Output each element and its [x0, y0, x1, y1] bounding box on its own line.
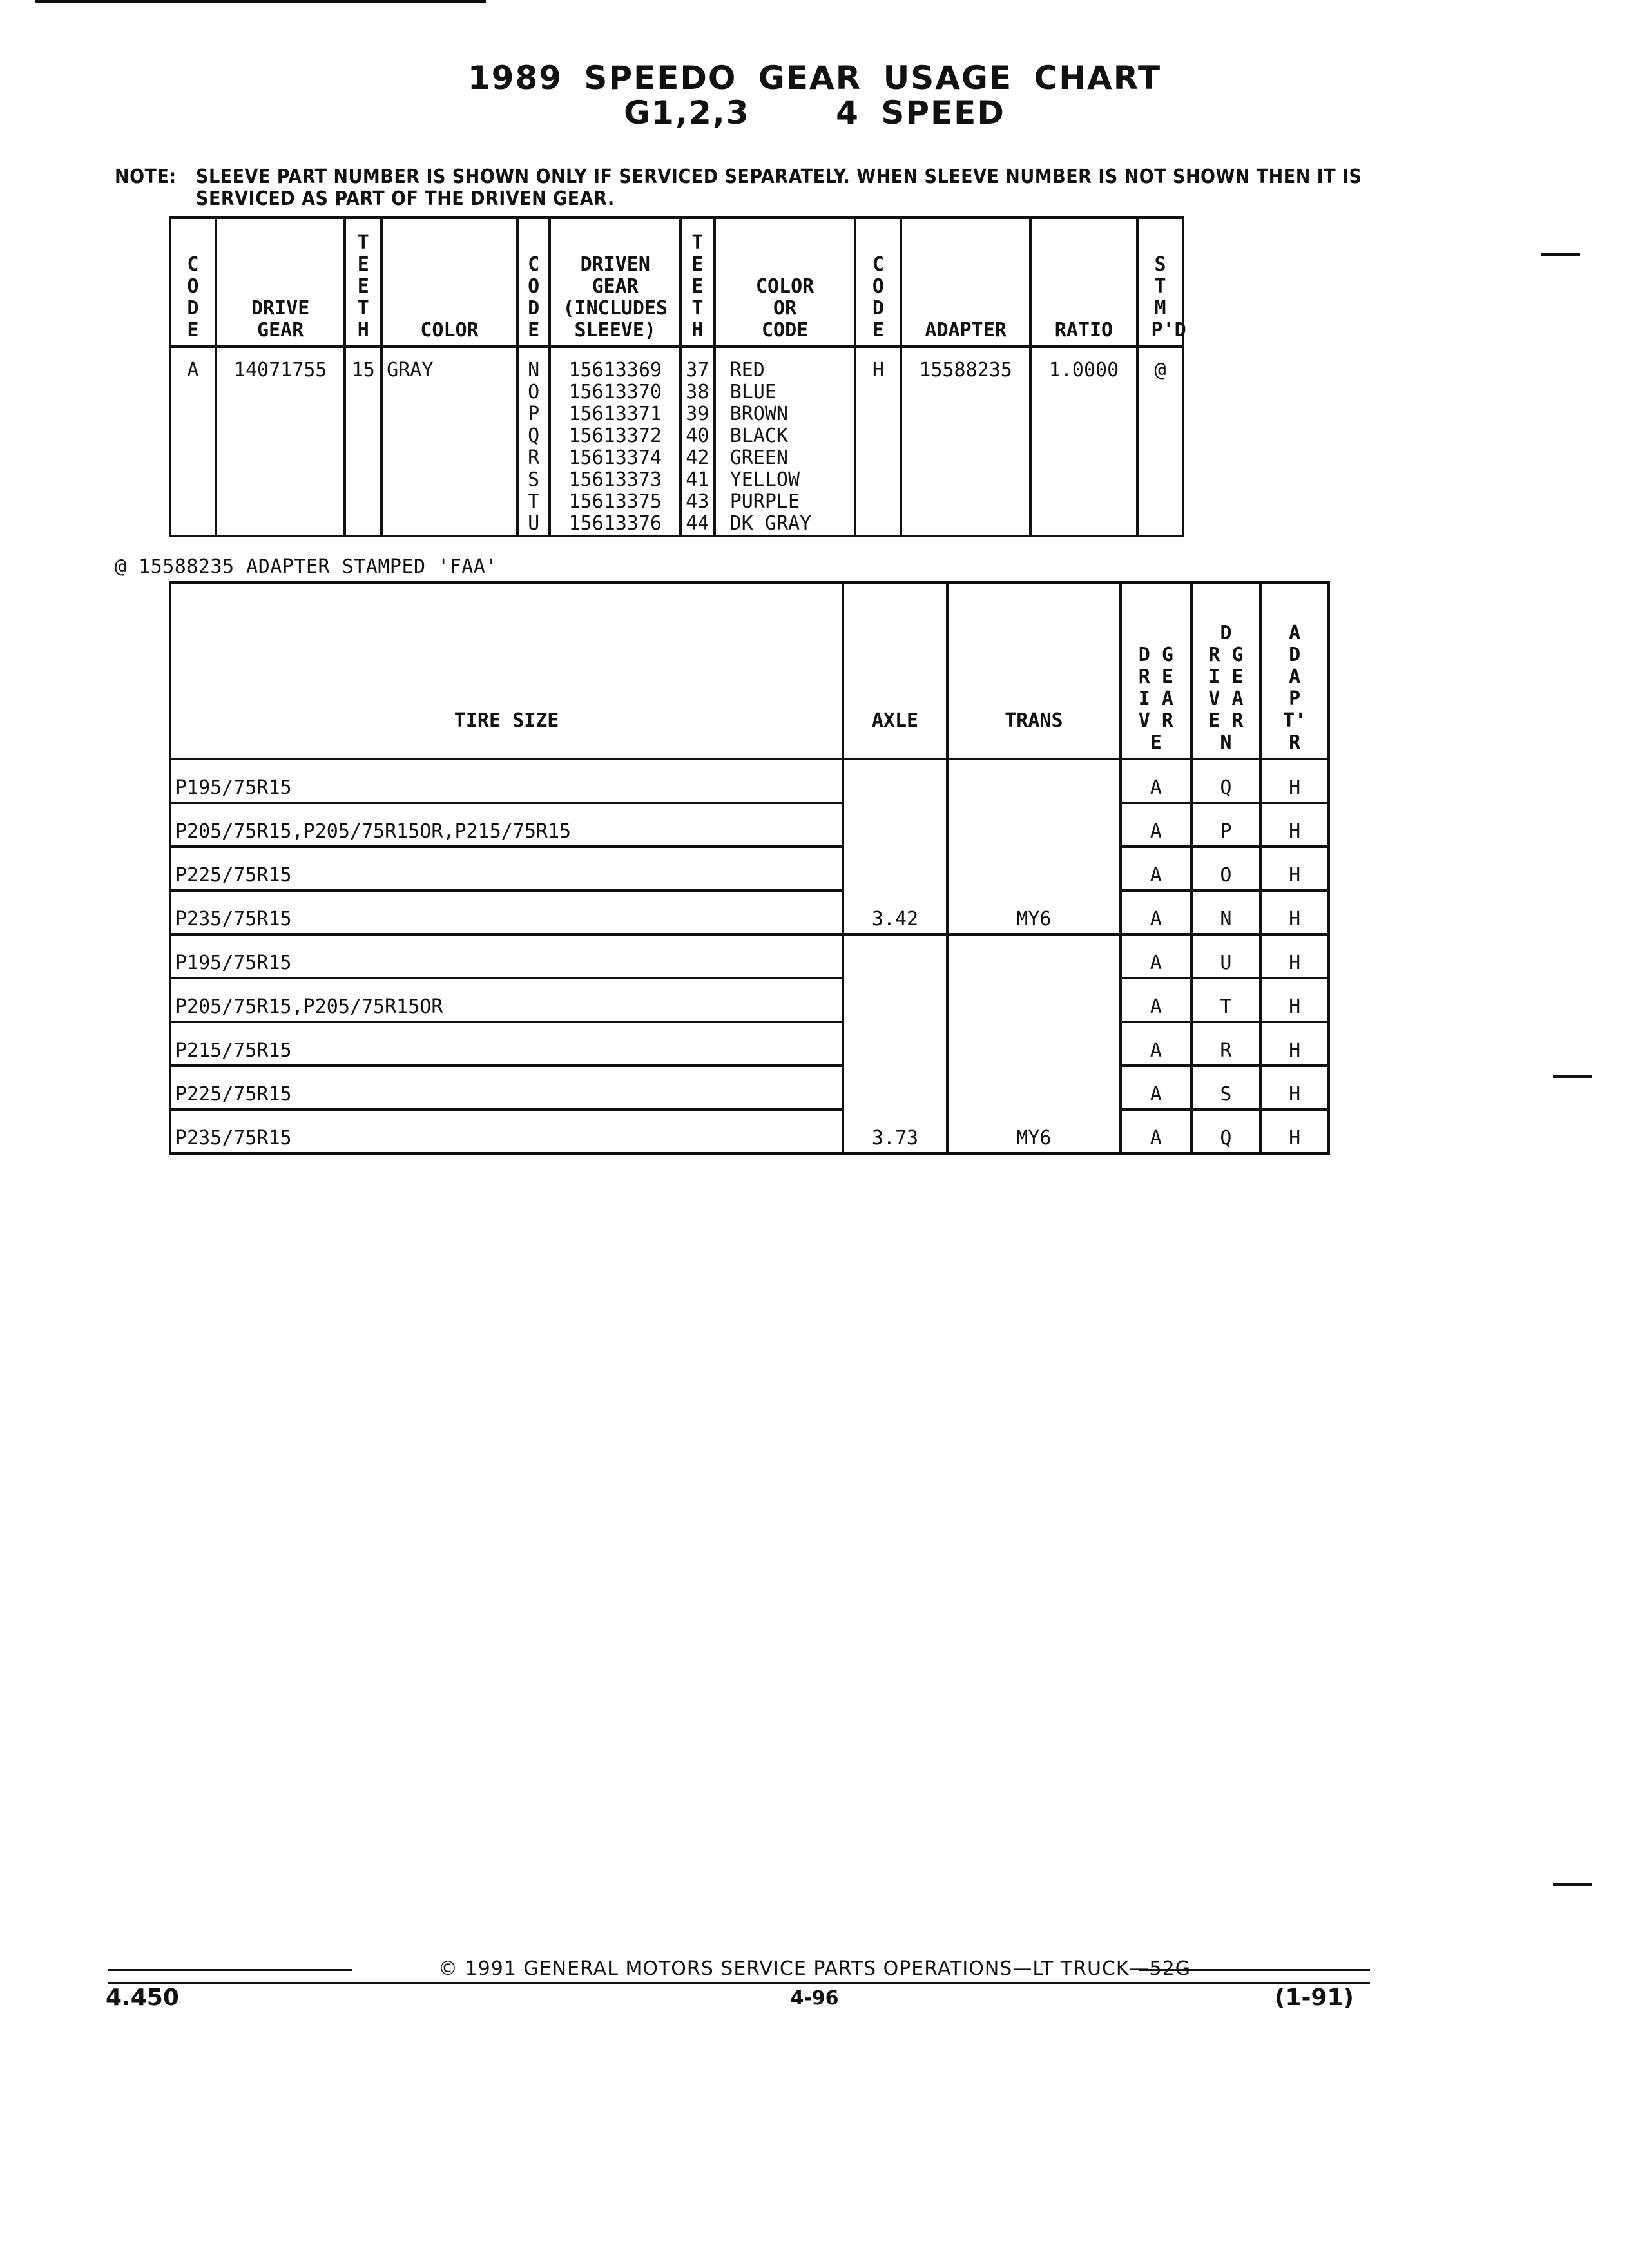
footer-section: 4.450	[106, 1984, 179, 2011]
top-rule	[35, 0, 486, 3]
cell-driven-gear-code: P	[1191, 803, 1261, 847]
cell-axle	[843, 978, 947, 1022]
footer-date: (1-91)	[1275, 1984, 1354, 2011]
cell-axle	[843, 759, 947, 803]
page-subtitle: G1,2,3 4 SPEED	[624, 94, 1005, 131]
header-drive-gear-code: D G R E I A V R E	[1121, 582, 1191, 759]
scan-mark	[1541, 253, 1580, 256]
cell-drive-gear-code: A	[1121, 759, 1191, 803]
note-text: SLEEVE PART NUMBER IS SHOWN ONLY IF SERVICED SEPARATELY. WHEN SLEEVE NUMBER IS NOT SHOWN THEN IT IS SERVICED AS PART OF THE DRIVEN GEAR.	[196, 166, 1362, 210]
cell-trans	[947, 1066, 1121, 1110]
footnote: @ 15588235 ADAPTER STAMPED 'FAA'	[115, 555, 497, 578]
cell-trans	[947, 978, 1121, 1022]
table-row	[170, 847, 1329, 890]
table-row	[170, 1022, 1329, 1066]
header-adapter: ADAPTER	[901, 218, 1030, 347]
header-teeth: TEETH	[345, 218, 381, 347]
cell-driven-gear-code: T	[1191, 978, 1261, 1022]
cell-trans	[947, 803, 1121, 847]
gear-table-row	[170, 347, 1183, 536]
cell-adapter-code: H	[1260, 847, 1329, 890]
cell-adapter-code: H	[1260, 759, 1329, 803]
cell-trans	[947, 1022, 1121, 1066]
header-trans: TRANS	[947, 582, 1121, 759]
tire-table-body	[170, 759, 1329, 1153]
cell-driven-gear-code: Q	[1191, 1110, 1261, 1153]
tire-table-header-row	[170, 582, 1329, 759]
cell-tire-size: P205/75R15,P205/75R15OR	[170, 978, 843, 1022]
gear-table	[169, 216, 1184, 537]
cell-adapter-code: H	[1260, 1110, 1329, 1153]
cell-axle: 3.42	[843, 890, 947, 934]
header-adapter-code: CODE	[855, 218, 901, 347]
header-axle: AXLE	[843, 582, 947, 759]
table-row	[170, 890, 1329, 934]
cell-axle: 3.73	[843, 1110, 947, 1153]
header-driven-gear: DRIVEN GEAR (INCLUDES SLEEVE)	[550, 218, 680, 347]
table-row	[170, 1110, 1329, 1153]
cell-driven-gear-code: Q	[1191, 759, 1261, 803]
cell-drive-gear-code: A	[1121, 934, 1191, 978]
cell-driven-gear-code: S	[1191, 1066, 1261, 1110]
cell-adapter-code: H	[1260, 978, 1329, 1022]
cell-tire-size: P235/75R15	[170, 1110, 843, 1153]
header-driven-gear-code: D R G I E V A E R N	[1191, 582, 1261, 759]
header-adapter-code: A D A P T' R	[1260, 582, 1329, 759]
cell-tire-size: P225/75R15	[170, 1066, 843, 1110]
header-ratio: RATIO	[1030, 218, 1137, 347]
header-color-code: COLOR OR CODE	[715, 218, 856, 347]
cell-axle	[843, 934, 947, 978]
cell-drive-gear: 14071755	[216, 347, 345, 536]
cell-adapter-code: H	[1260, 1022, 1329, 1066]
cell-adapter-code: H	[1260, 890, 1329, 934]
cell-drive-gear-code: A	[1121, 890, 1191, 934]
cell-driven-colors: RED BLUE BROWN BLACK GREEN YELLOW PURPLE DK GRAY	[715, 347, 856, 536]
cell-drive-gear-code: A	[1121, 1110, 1191, 1153]
header-driven-teeth: TEETH	[680, 218, 715, 347]
table-row	[170, 1066, 1329, 1110]
cell-axle	[843, 1066, 947, 1110]
cell-drive-gear-code: A	[1121, 847, 1191, 890]
cell-tire-size: P225/75R15	[170, 847, 843, 890]
cell-driven-gear-code: N	[1191, 890, 1261, 934]
cell-drive-gear-code: A	[1121, 803, 1191, 847]
cell-adapter-code: H	[855, 347, 901, 536]
note-label: NOTE:	[115, 166, 177, 188]
cell-code: A	[170, 347, 216, 536]
cell-tire-size: P195/75R15	[170, 934, 843, 978]
tire-table	[169, 581, 1330, 1155]
cell-driven-gears: 15613369 15613370 15613371 15613372 15613374 15613373 15613375 15613376	[550, 347, 680, 536]
cell-color: GRAY	[381, 347, 517, 536]
cell-trans: MY6	[947, 1110, 1121, 1153]
cell-adapter-code: H	[1260, 803, 1329, 847]
cell-adapter-code: H	[1260, 934, 1329, 978]
cell-stamped: @	[1137, 347, 1183, 536]
cell-adapter: 15588235	[901, 347, 1030, 536]
page-title: 1989 SPEEDO GEAR USAGE CHART	[467, 59, 1162, 97]
cell-trans: MY6	[947, 890, 1121, 934]
footer-copyright: © 1991 GENERAL MOTORS SERVICE PARTS OPERATIONS—LT TRUCK—52G	[438, 1957, 1191, 1980]
cell-tire-size: P195/75R15	[170, 759, 843, 803]
cell-axle	[843, 1022, 947, 1066]
cell-driven-gear-code: R	[1191, 1022, 1261, 1066]
header-driven-code: CODE	[517, 218, 550, 347]
footer-page: 4-96	[790, 1987, 839, 2010]
scan-mark	[1553, 1883, 1592, 1886]
table-row	[170, 759, 1329, 803]
cell-drive-gear-code: A	[1121, 978, 1191, 1022]
cell-axle	[843, 803, 947, 847]
footer-rule	[108, 1982, 1370, 1984]
cell-drive-gear-code: A	[1121, 1022, 1191, 1066]
cell-trans	[947, 934, 1121, 978]
cell-driven-teeth: 37 38 39 40 42 41 43 44	[680, 347, 715, 536]
table-row	[170, 934, 1329, 978]
cell-adapter-code: H	[1260, 1066, 1329, 1110]
cell-driven-gear-code: O	[1191, 847, 1261, 890]
header-color: COLOR	[381, 218, 517, 347]
cell-trans	[947, 847, 1121, 890]
cell-trans	[947, 759, 1121, 803]
cell-ratio: 1.0000	[1030, 347, 1137, 536]
cell-tire-size: P235/75R15	[170, 890, 843, 934]
header-stamped: STMP'D	[1137, 218, 1183, 347]
header-code: CODE	[170, 218, 216, 347]
header-drive-gear: DRIVE GEAR	[216, 218, 345, 347]
cell-axle	[843, 847, 947, 890]
header-tire-size: TIRE SIZE	[170, 582, 843, 759]
cell-drive-gear-code: A	[1121, 1066, 1191, 1110]
gear-table-header-row	[170, 218, 1183, 347]
cell-teeth: 15	[345, 347, 381, 536]
cell-driven-gear-code: U	[1191, 934, 1261, 978]
cell-driven-codes: N O P Q R S T U	[517, 347, 550, 536]
scan-mark	[1553, 1075, 1592, 1078]
table-row	[170, 803, 1329, 847]
cell-tire-size: P205/75R15,P205/75R15OR,P215/75R15	[170, 803, 843, 847]
cell-tire-size: P215/75R15	[170, 1022, 843, 1066]
table-row	[170, 978, 1329, 1022]
